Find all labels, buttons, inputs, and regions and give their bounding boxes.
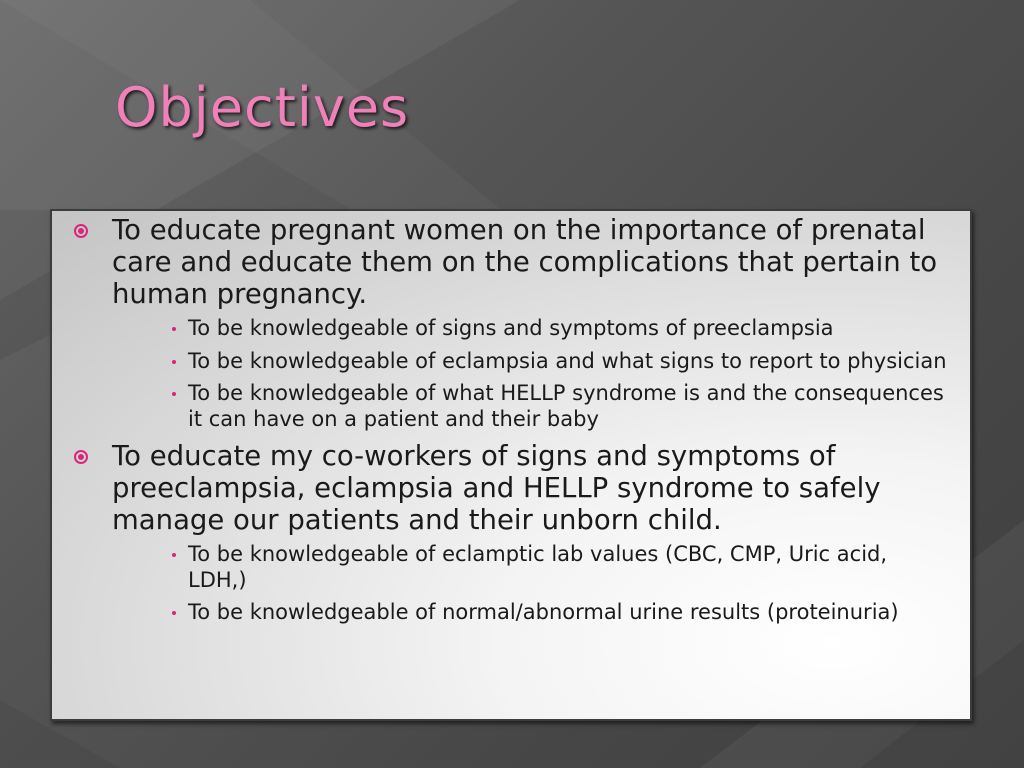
sub-bullet-list — [112, 542, 948, 626]
content-box — [50, 209, 972, 721]
sub-bullet-text: To be knowledgeable of signs and symptoms of preeclampsia — [188, 316, 834, 340]
sub-bullet-text: To be knowledgeable of eclampsia and what signs to report to physician — [188, 348, 947, 373]
sub-bullet-item — [112, 600, 948, 626]
dot-bullet-icon — [172, 611, 176, 615]
bullet-text: To educate pregnant women on the importance of prenatal care and educate them on the complications that pertain to human pregnancy. — [112, 214, 938, 310]
circle-dot-bullet-icon — [74, 450, 88, 464]
dot-bullet-icon — [172, 327, 176, 331]
bullet-text: To educate my co-workers of signs and symptoms of preeclampsia, eclampsia and HELLP syndrome to safely manage our patients and their unborn child. — [112, 440, 881, 536]
sub-bullet-item — [112, 381, 948, 432]
bullet-list — [52, 214, 970, 626]
sub-bullet-text: To be knowledgeable of what HELLP syndrome is and the consequences it can have on a patient and their baby — [188, 381, 944, 431]
sub-bullet-text: To be knowledgeable of normal/abnormal urine results (proteinuria) — [188, 600, 899, 624]
bullet-item — [52, 214, 970, 432]
sub-bullet-item — [112, 349, 948, 375]
sub-bullet-text: To be knowledgeable of eclamptic lab values (CBC, CMP, Uric acid, LDH,) — [188, 542, 888, 592]
sub-bullet-item — [112, 316, 948, 342]
bullet-item — [52, 440, 970, 626]
dot-bullet-icon — [172, 392, 176, 396]
sub-bullet-item — [112, 542, 948, 593]
sub-bullet-list — [112, 316, 948, 432]
circle-dot-bullet-icon — [74, 224, 88, 238]
dot-bullet-icon — [172, 360, 176, 364]
dot-bullet-icon — [172, 553, 176, 557]
slide-title: Objectives — [115, 76, 410, 139]
